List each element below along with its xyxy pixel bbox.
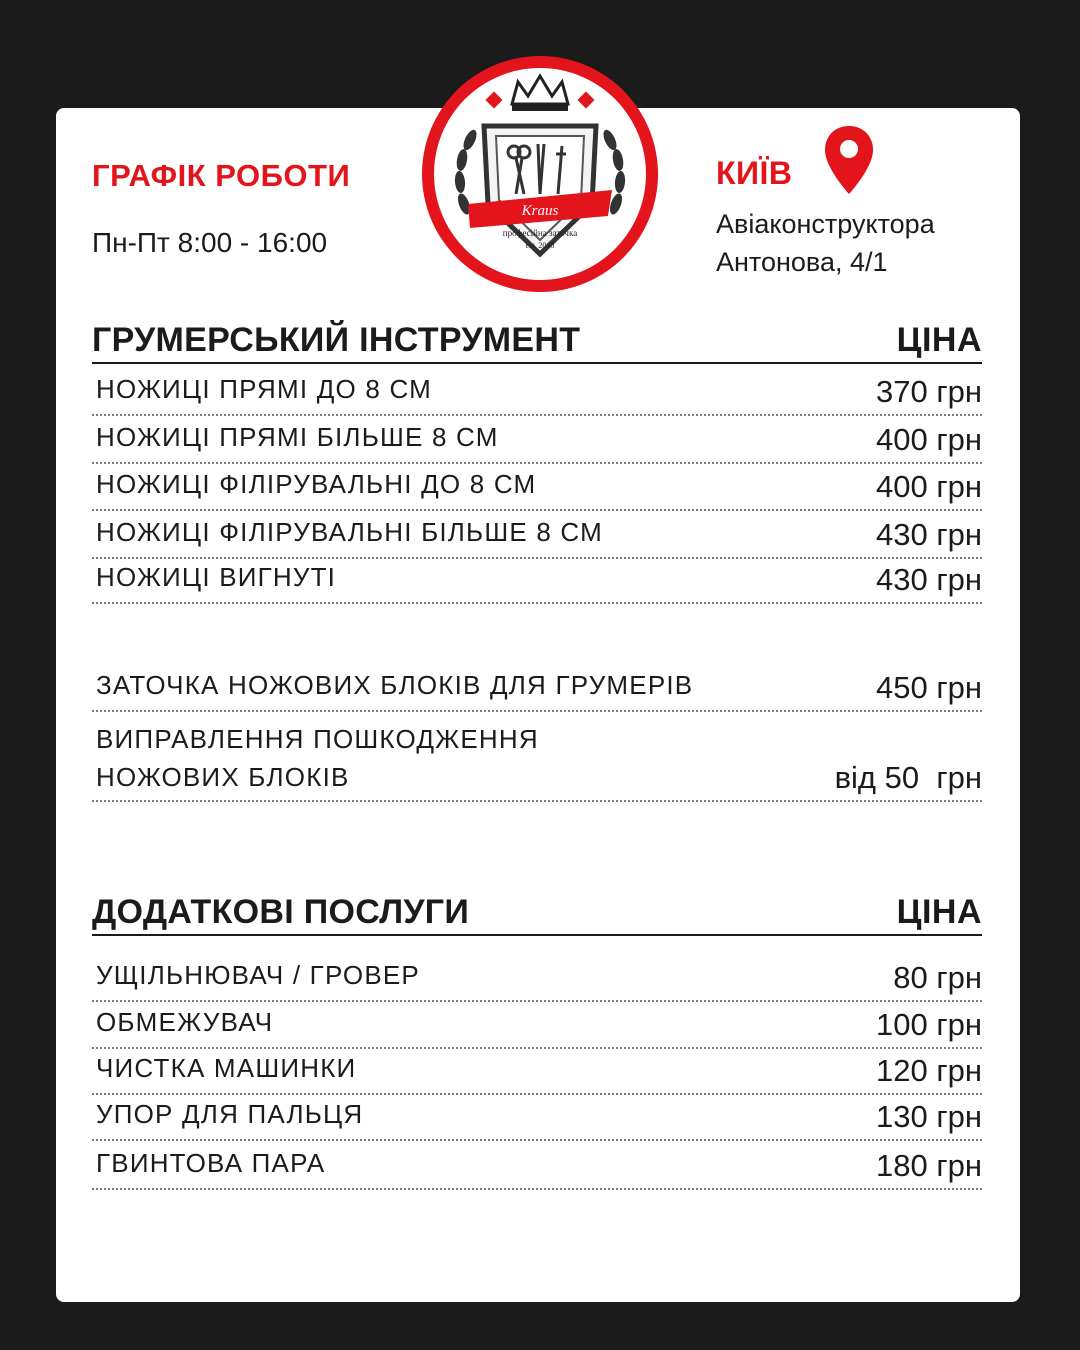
hours-value: Пн-Пт 8:00 - 16:00 xyxy=(92,227,328,258)
item-name: УПОР ДЛЯ ПАЛЬЦЯ xyxy=(96,1099,364,1129)
grooming-title: ГРУМЕРСЬКИЙ ІНСТРУМЕНТ xyxy=(92,321,581,359)
item-name-line-2: НОЖОВИХ БЛОКІВ xyxy=(96,762,350,792)
item-name: НОЖИЦІ ФІЛІРУВАЛЬНІ БІЛЬШЕ 8 СМ xyxy=(96,517,603,547)
item-price: 180 грн xyxy=(875,1148,982,1183)
address-line-1: Авіаконструктора xyxy=(716,209,935,239)
price-row xyxy=(92,372,982,416)
item-name: ЧИСТКА МАШИНКИ xyxy=(96,1053,357,1083)
kraus-logo xyxy=(420,54,660,294)
price-row xyxy=(92,1000,982,1049)
item-name: НОЖИЦІ ФІЛІРУВАЛЬНІ ДО 8 СМ xyxy=(96,469,537,499)
item-name-line-1: ВИПРАВЛЕННЯ ПОШКОДЖЕННЯ xyxy=(96,724,539,754)
hours-title: ГРАФІК РОБОТИ xyxy=(92,158,351,193)
item-price: від 50 грн xyxy=(834,760,982,795)
item-price: 450 грн xyxy=(875,670,982,705)
price-row xyxy=(92,660,982,712)
price-row xyxy=(92,955,982,1002)
extra-price-header: ЦІНА xyxy=(896,893,982,931)
grooming-section-header xyxy=(92,318,982,364)
item-price: 80 грн xyxy=(893,960,982,995)
item-price: 370 грн xyxy=(875,374,982,409)
item-price: 130 грн xyxy=(875,1099,982,1134)
item-name: НОЖИЦІ ВИГНУТІ xyxy=(96,562,337,592)
item-name: НОЖИЦІ ПРЯМІ ДО 8 СМ xyxy=(96,374,433,404)
price-row xyxy=(92,557,982,604)
item-price: 100 грн xyxy=(875,1007,982,1042)
address-line-2: Антонова, 4/1 xyxy=(716,247,888,277)
item-name: ОБМЕЖУВАЧ xyxy=(96,1007,274,1037)
item-name: ЗАТОЧКА НОЖОВИХ БЛОКІВ ДЛЯ ГРУМЕРІВ xyxy=(96,670,694,700)
logo-est: est. 2010 xyxy=(525,241,555,250)
item-price: 120 грн xyxy=(875,1053,982,1088)
price-row xyxy=(92,710,982,802)
price-row xyxy=(92,414,982,464)
item-name: ГВИНТОВА ПАРА xyxy=(96,1148,326,1178)
item-price: 430 грн xyxy=(875,517,982,552)
item-price: 400 грн xyxy=(875,469,982,504)
map-pin-icon xyxy=(822,124,876,196)
price-row xyxy=(92,462,982,511)
item-name: УЩІЛЬНЮВАЧ / ГРОВЕР xyxy=(96,960,420,990)
price-row xyxy=(92,1139,982,1190)
address xyxy=(716,205,1006,281)
price-row xyxy=(92,1047,982,1095)
city-name: КИЇВ xyxy=(716,155,793,191)
item-name-multiline xyxy=(96,720,539,796)
item-name: НОЖИЦІ ПРЯМІ БІЛЬШЕ 8 СМ xyxy=(96,422,499,452)
price-row xyxy=(92,1093,982,1141)
grooming-price-header: ЦІНА xyxy=(896,321,982,359)
extra-title: ДОДАТКОВІ ПОСЛУГИ xyxy=(92,893,470,931)
item-price: 400 грн xyxy=(875,422,982,457)
price-row xyxy=(92,509,982,559)
extra-section-header xyxy=(92,890,982,936)
logo-tagline: професійна заточка xyxy=(502,228,578,238)
item-price: 430 грн xyxy=(875,562,982,597)
logo-brand: Kraus xyxy=(521,203,559,219)
